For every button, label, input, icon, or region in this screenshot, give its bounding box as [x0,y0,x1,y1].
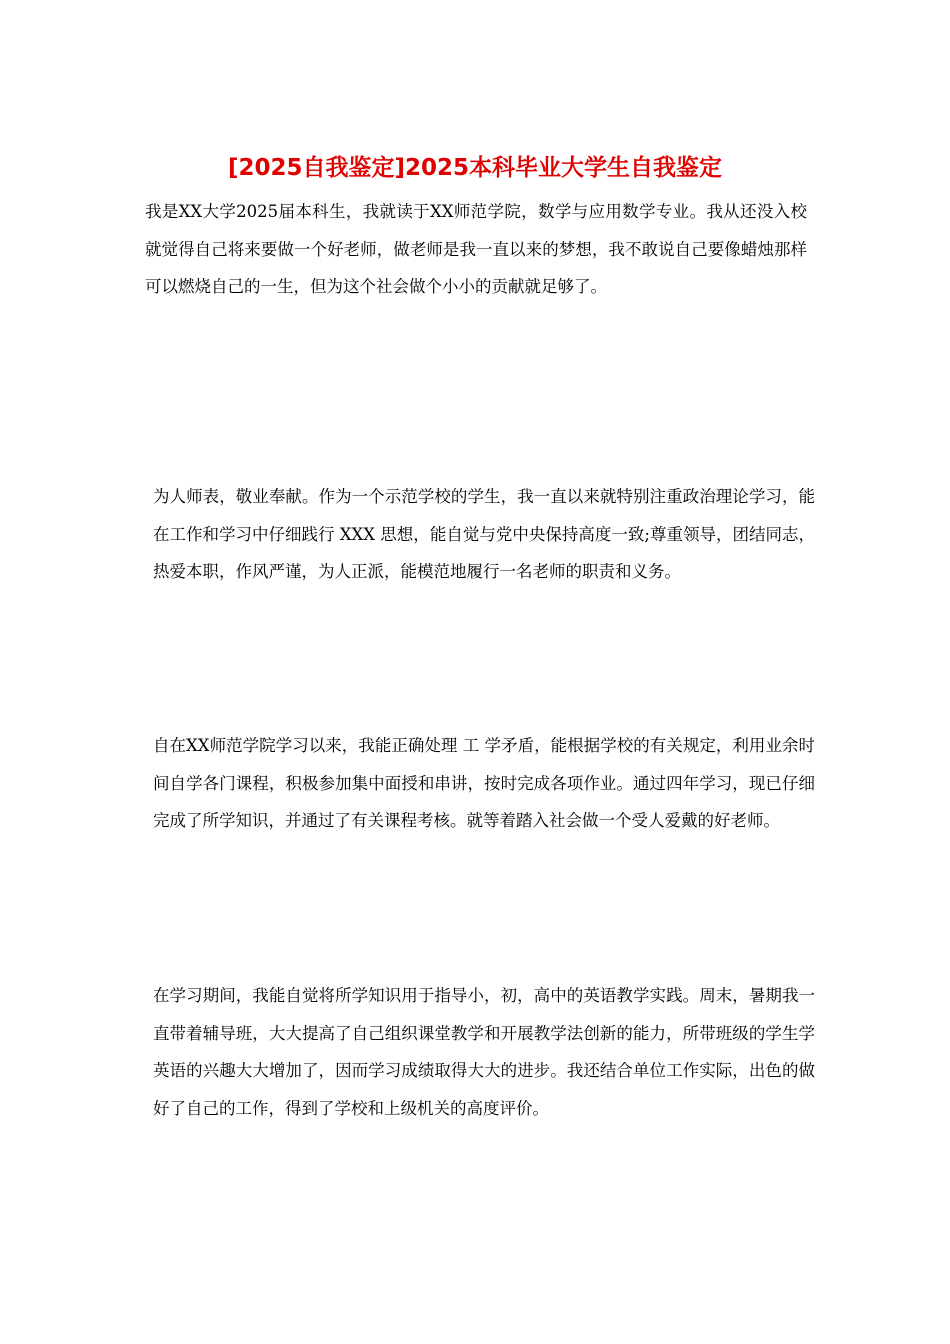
paragraph-2: 为人师表，敬业奉献。作为一个示范学校的学生，我一直以来就特别注重政治理论学习，能在工作和学习中仔细践行 XXX 思想，能自觉与党中央保持高度一致;尊重领导，团结同志，热爱本职，作风严谨，为人正派，能模范地履行一名老师的职责和义务。 [153,487,815,581]
paragraph-3: 自在XX师范学院学习以来，我能正确处理 工 学矛盾，能根据学校的有关规定，利用业余时间自学各门课程，积极参加集中面授和串讲，按时完成各项作业。通过四年学习，现已仔细完成了所学知识，并通过了有关课程考核。就等着踏入社会做一个受人爱戴的好老师。 [153,736,815,830]
paragraph-1: 我是XX大学2025届本科生，我就读于XX师范学院，数学与应用数学专业。我从还没入校就觉得自己将来要做一个好老师，做老师是我一直以来的梦想，我不敢说自己要像蜡烛那样可以燃烧自己的一生，但为这个社会做个小小的贡献就足够了。 [145,202,807,296]
document-title: [2025自我鉴定]2025本科毕业大学生自我鉴定 [227,155,723,181]
paragraph-4: 在学习期间，我能自觉将所学知识用于指导小，初，高中的英语教学实践。周末，暑期我一直带着辅导班，大大提高了自己组织课堂教学和开展教学法创新的能力，所带班级的学生学英语的兴趣大大增加了，因而学习成绩取得大大的进步。我还结合单位工作实际，出色的做好了自己的工作，得到了学校和上级机关的高度评价。 [153,986,815,1118]
